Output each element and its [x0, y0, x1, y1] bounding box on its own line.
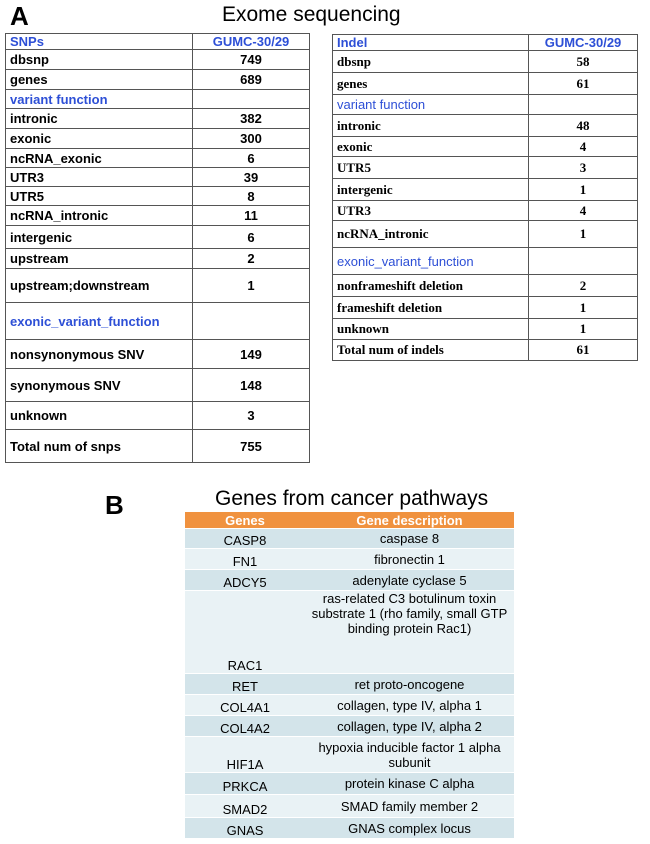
- row-value: 8: [193, 187, 310, 206]
- section-row: [333, 248, 638, 275]
- table-row: [6, 129, 310, 149]
- table-row: [333, 201, 638, 221]
- row-label: intergenic: [6, 226, 193, 249]
- gene-description: caspase 8: [305, 529, 514, 548]
- row-label: UTR5: [6, 187, 193, 206]
- table-row: [185, 570, 514, 590]
- table-row: [6, 430, 310, 463]
- gene-symbol: COL4A2: [185, 716, 305, 736]
- row-label: unknown: [6, 402, 193, 430]
- row-value: 382: [193, 109, 310, 129]
- row-value: 48: [529, 115, 638, 137]
- gene-symbol: HIF1A: [185, 737, 305, 772]
- table-row: [185, 795, 514, 817]
- row-value: 1: [529, 319, 638, 340]
- gene-description: collagen, type IV, alpha 1: [305, 695, 514, 715]
- table-row: [6, 402, 310, 430]
- row-value: [529, 248, 638, 275]
- section-label: exonic_variant_function: [333, 248, 529, 275]
- row-value: 2: [193, 249, 310, 269]
- row-value: 4: [529, 201, 638, 221]
- gene-description: GNAS complex locus: [305, 818, 514, 838]
- gene-symbol: GNAS: [185, 818, 305, 838]
- row-label: exonic: [333, 137, 529, 157]
- header-sample-cell: GUMC-30/29: [529, 35, 638, 51]
- section-label: variant function: [6, 90, 193, 109]
- row-label: ncRNA_intronic: [6, 206, 193, 226]
- row-value: 6: [193, 149, 310, 168]
- row-value: 1: [529, 221, 638, 248]
- table-row: [333, 340, 638, 361]
- panel-b-title: Genes from cancer pathways: [215, 487, 489, 510]
- table-row: [333, 137, 638, 157]
- section-row: [6, 303, 310, 340]
- row-label: upstream: [6, 249, 193, 269]
- table-row: [6, 226, 310, 249]
- row-label: dbsnp: [333, 51, 529, 73]
- section-row: [333, 95, 638, 115]
- row-label: UTR5: [333, 157, 529, 179]
- table-row: [333, 157, 638, 179]
- row-value: 148: [193, 369, 310, 402]
- panel-letter-b: B: [105, 490, 124, 520]
- row-label: intergenic: [333, 179, 529, 201]
- header-label-cell: SNPs: [6, 34, 193, 50]
- row-label: nonframeshift deletion: [333, 275, 529, 297]
- row-label: unknown: [333, 319, 529, 340]
- row-label: dbsnp: [6, 50, 193, 70]
- panel-a-title: Exome sequencing: [222, 3, 401, 26]
- table-row: [333, 115, 638, 137]
- row-value: 39: [193, 168, 310, 187]
- row-value: 149: [193, 340, 310, 369]
- row-value: 1: [529, 179, 638, 201]
- gene-symbol: RAC1: [185, 591, 305, 673]
- table-row: [185, 737, 514, 772]
- table-row: [6, 50, 310, 70]
- table-row: [6, 149, 310, 168]
- section-label: exonic_variant_function: [6, 303, 193, 340]
- table-row: [185, 818, 514, 838]
- row-label: ncRNA_intronic: [333, 221, 529, 248]
- table-row: [333, 319, 638, 340]
- table-row: [185, 529, 514, 548]
- table-row: [6, 249, 310, 269]
- table-row: [333, 221, 638, 248]
- table-row: [185, 549, 514, 569]
- section-label: variant function: [333, 95, 529, 115]
- table-row: [333, 179, 638, 201]
- table-row: [6, 187, 310, 206]
- table-row: [6, 340, 310, 369]
- table-row: [333, 275, 638, 297]
- row-label: UTR3: [6, 168, 193, 187]
- gene-symbol: CASP8: [185, 529, 305, 548]
- row-value: [193, 303, 310, 340]
- gene-symbol: PRKCA: [185, 773, 305, 794]
- row-label: Total num of indels: [333, 340, 529, 361]
- gene-symbol: FN1: [185, 549, 305, 569]
- row-value: 1: [193, 269, 310, 303]
- row-value: 689: [193, 70, 310, 90]
- row-label: exonic: [6, 129, 193, 149]
- row-label: synonymous SNV: [6, 369, 193, 402]
- table-row: [185, 773, 514, 794]
- row-value: 61: [529, 73, 638, 95]
- row-label: genes: [333, 73, 529, 95]
- row-label: frameshift deletion: [333, 297, 529, 319]
- row-value: 2: [529, 275, 638, 297]
- gene-symbol: SMAD2: [185, 795, 305, 817]
- gene-description: ret proto-oncogene: [305, 674, 514, 694]
- gene-description: ras-related C3 botulinum toxin substrate 1 (rho family, small GTP binding protein Rac1): [305, 591, 514, 673]
- table-row: [333, 297, 638, 319]
- genes-table: [185, 511, 514, 839]
- row-value: 6: [193, 226, 310, 249]
- table-row: [6, 109, 310, 129]
- row-value: 749: [193, 50, 310, 70]
- header-row: [6, 34, 310, 50]
- gene-symbol: ADCY5: [185, 570, 305, 590]
- gene-description: protein kinase C alpha: [305, 773, 514, 794]
- table-row: [6, 168, 310, 187]
- row-label: upstream;downstream: [6, 269, 193, 303]
- table-row: [185, 591, 514, 673]
- row-label: intronic: [333, 115, 529, 137]
- table-row: [6, 269, 310, 303]
- header-label-cell: Indel: [333, 35, 529, 51]
- indel-table: [332, 34, 638, 361]
- table-row: [333, 51, 638, 73]
- gene-description: adenylate cyclase 5: [305, 570, 514, 590]
- row-value: 300: [193, 129, 310, 149]
- row-label: genes: [6, 70, 193, 90]
- gene-description: collagen, type IV, alpha 2: [305, 716, 514, 736]
- row-value: [529, 95, 638, 115]
- header-row: [333, 35, 638, 51]
- row-label: intronic: [6, 109, 193, 129]
- description-column-header: Gene description: [305, 512, 514, 528]
- row-value: [193, 90, 310, 109]
- row-label: UTR3: [333, 201, 529, 221]
- row-value: 61: [529, 340, 638, 361]
- table-row: [6, 70, 310, 90]
- table-row: [185, 695, 514, 715]
- gene-description: SMAD family member 2: [305, 795, 514, 817]
- row-value: 1: [529, 297, 638, 319]
- row-value: 755: [193, 430, 310, 463]
- table-row: [6, 369, 310, 402]
- row-value: 58: [529, 51, 638, 73]
- row-label: Total num of snps: [6, 430, 193, 463]
- row-label: nonsynonymous SNV: [6, 340, 193, 369]
- gene-symbol: COL4A1: [185, 695, 305, 715]
- panel-letter-a: A: [10, 1, 29, 31]
- table-row: [333, 73, 638, 95]
- gene-description: fibronectin 1: [305, 549, 514, 569]
- table-row: [185, 674, 514, 694]
- row-value: 4: [529, 137, 638, 157]
- row-value: 11: [193, 206, 310, 226]
- gene-symbol: RET: [185, 674, 305, 694]
- gene-description: hypoxia inducible factor 1 alpha subunit: [305, 737, 514, 772]
- row-value: 3: [193, 402, 310, 430]
- row-value: 3: [529, 157, 638, 179]
- snp-table: [5, 33, 310, 463]
- section-row: [6, 90, 310, 109]
- genes-column-header: Genes: [185, 512, 305, 528]
- row-label: ncRNA_exonic: [6, 149, 193, 168]
- table-row: [6, 206, 310, 226]
- header-sample-cell: GUMC-30/29: [193, 34, 310, 50]
- table-row: [185, 716, 514, 736]
